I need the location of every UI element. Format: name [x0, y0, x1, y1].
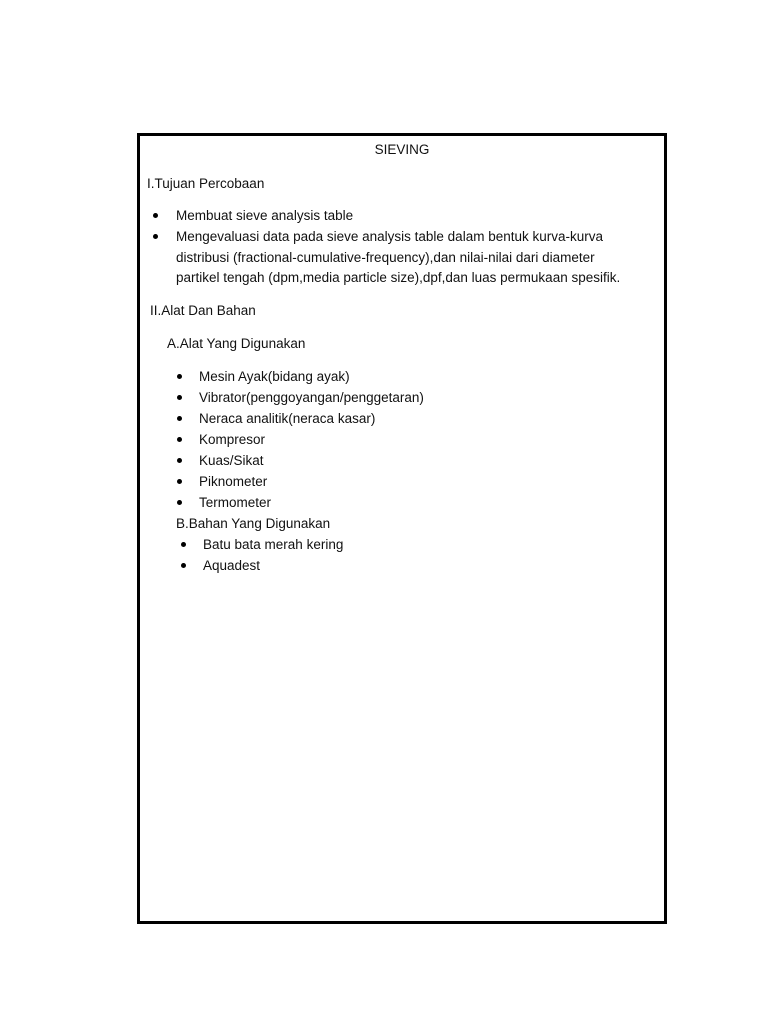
bullet-icon [153, 213, 158, 218]
list-item-continuation: partikel tengah (dpm,media particle size),dpf,dan luas permukaan spesifik. [176, 270, 621, 285]
document-frame [137, 133, 667, 924]
subsection-b-heading: B.Bahan Yang Digunakan [176, 516, 331, 531]
bullet-icon [177, 479, 182, 484]
list-item: Piknometer [199, 474, 268, 489]
list-item: Neraca analitik(neraca kasar) [199, 411, 376, 426]
section-2-heading: II.Alat Dan Bahan [150, 303, 256, 318]
list-item-continuation: distribusi (fractional-cumulative-frequency),dan nilai-nilai dari diameter [176, 250, 595, 265]
list-item: Kuas/Sikat [199, 453, 264, 468]
bullet-icon [177, 416, 182, 421]
bullet-icon [153, 234, 158, 239]
list-item: Termometer [199, 495, 272, 510]
section-1-heading: I.Tujuan Percobaan [147, 176, 265, 191]
bullet-icon [177, 374, 182, 379]
list-item: Mengevaluasi data pada sieve analysis table dalam bentuk kurva-kurva [176, 229, 603, 244]
list-item: Membuat sieve analysis table [176, 208, 354, 223]
bullet-icon [177, 395, 182, 400]
bullet-icon [181, 563, 186, 568]
list-item: Mesin Ayak(bidang ayak) [199, 369, 350, 384]
list-item: Aquadest [203, 558, 261, 573]
subsection-a-heading: A.Alat Yang Digunakan [167, 336, 306, 351]
bullet-icon [177, 500, 182, 505]
list-item: Vibrator(penggoyangan/penggetaran) [199, 390, 424, 405]
bullet-icon [181, 542, 186, 547]
bullet-icon [177, 437, 182, 442]
list-item: Kompresor [199, 432, 266, 447]
document-title: SIEVING [374, 142, 430, 157]
list-item: Batu bata merah kering [203, 537, 344, 552]
bullet-icon [177, 458, 182, 463]
